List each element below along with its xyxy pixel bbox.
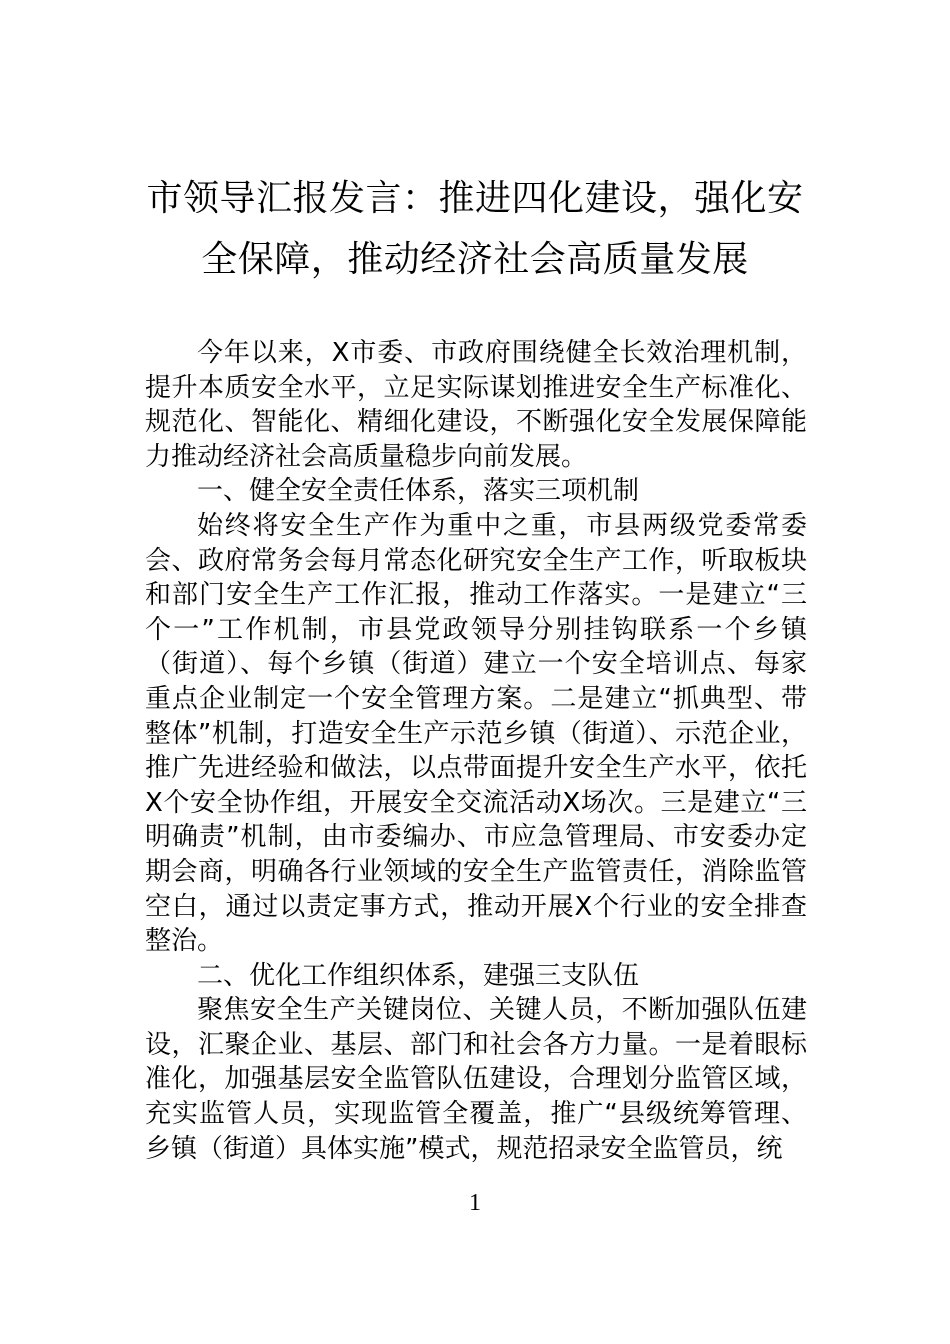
title-line-2: 全保障，推动经济社会高质量发展: [201, 239, 749, 280]
document-body: [145, 336, 807, 1166]
title-line-1: 市领导汇报发言：推进四化建设，强化安: [146, 178, 804, 219]
paragraph-section-2: 聚焦安全生产关键岗位、关键人员，不断加强队伍建设，汇聚企业、基层、部门和社会各方力量。一是着眼标准化，加强基层安全监管队伍建设，合理划分监管区域，充实监管人员，实现监管全覆盖，推广“县级统筹管理、乡镇（街道）具体实施”模式，规范招录安全监管员，统: [145, 995, 807, 1164]
document-title: [120, 168, 830, 290]
section-heading-2: 二、优化工作组织体系，建强三支队伍: [197, 960, 640, 991]
section-heading-1: 一、健全安全责任体系，落实三项机制: [197, 476, 640, 507]
paragraph-intro: 今年以来，X市委、市政府围绕健全长效治理机制，提升本质安全水平，立足实际谋划推进安全生产标准化、规范化、智能化、精细化建设，不断强化安全发展保障能力推动经济社会高质量稳步向前发展。: [145, 338, 807, 472]
page-number: 1: [469, 1190, 481, 1216]
paragraph-section-1: 始终将安全生产作为重中之重，市县两级党委常委会、政府常务会每月常态化研究安全生产工作，听取板块和部门安全生产工作汇报，推动工作落实。一是建立“三个一”工作机制，市县党政领导分别挂钩联系一个乡镇（街道）、每个乡镇（街道）建立一个安全培训点、每家重点企业制定一个安全管理方案。二是建立“抓典型、带整体”机制，打造安全生产示范乡镇（街道）、示范企业，推广先进经验和做法，以点带面提升安全生产水平，依托X个安全协作组，开展安全交流活动X场次。三是建立“三明确责”机制，由市委编办、市应急管理局、市安委办定期会商，明确各行业领域的安全生产监管责任，消除监管空白，通过以责定事方式，推动开展X个行业的安全排查整治。: [145, 510, 807, 957]
